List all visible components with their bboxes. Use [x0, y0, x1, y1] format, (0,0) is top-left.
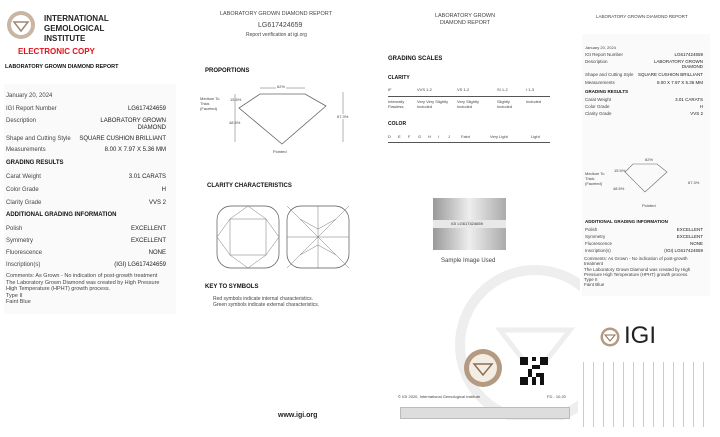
- color-grade: H: [428, 134, 431, 139]
- girdle-label: Medium To Thick (Faceted): [200, 96, 220, 111]
- field-row: [585, 104, 703, 109]
- institute-line: GEMOLOGICAL: [44, 24, 105, 33]
- field-row: [585, 59, 703, 69]
- color-grade: E: [398, 134, 401, 139]
- clarity-plot-crown: [216, 205, 280, 269]
- field-row: [6, 200, 166, 207]
- field-row: [585, 234, 703, 239]
- field-value: EXCELLENT: [676, 227, 703, 232]
- right-comment: Faint Blue: [584, 282, 605, 288]
- field-row: [6, 226, 166, 233]
- field-row: [585, 248, 703, 253]
- field-value: 8.00 X 7.97 X 5.36 MM: [656, 80, 703, 85]
- key-to-symbols-title: KEY TO SYMBOLS: [205, 284, 259, 290]
- right-grading-results-title: GRADING RESULTS: [585, 89, 629, 94]
- clarity-description: Very Very Slightly Included: [417, 99, 449, 109]
- color-grade: D: [388, 134, 391, 139]
- right-pavilion: 48.5%: [613, 186, 625, 191]
- middle-title: LABORATORY GROWN DIAMOND REPORT: [220, 11, 332, 17]
- key-line: Green symbols indicate external characteristics.: [213, 302, 320, 308]
- electronic-copy-label: ELECTRONIC COPY: [18, 47, 95, 56]
- field-label: Measurements: [6, 147, 46, 153]
- field-value: 3.01 CARATS: [128, 174, 166, 180]
- right-comment: Comments: As Grown - No indication of post-growth treatment: [584, 256, 688, 267]
- field-label: Polish: [6, 226, 23, 232]
- right-additional-title: ADDITIONAL GRADING INFORMATION: [585, 219, 668, 224]
- field-label: Clarity Grade: [6, 200, 42, 206]
- field-value: VVS 2: [690, 111, 703, 116]
- field-label: Description: [585, 59, 608, 64]
- grading-results-title: GRADING RESULTS: [6, 160, 64, 166]
- right-depth: 67.3%: [688, 180, 700, 185]
- clarity-characteristics-title: CLARITY CHARACTERISTICS: [207, 183, 292, 189]
- right-comment: Type II: [584, 277, 598, 283]
- field-row: [585, 97, 703, 102]
- field-value: LG617424659: [127, 106, 166, 112]
- igi-logo-text: IGI: [624, 322, 657, 349]
- igi-logo-seal-icon: [600, 327, 620, 347]
- additional-title: ADDITIONAL GRADING INFORMATION: [6, 212, 117, 218]
- field-value: EXCELLENT: [130, 226, 166, 232]
- sample-image: [433, 198, 506, 250]
- comment-line: Comments: As Grown - No indication of post-growth treatment: [6, 273, 158, 279]
- comment-line: Type II: [6, 292, 23, 299]
- field-value: 3.01 CARATS: [675, 97, 703, 102]
- field-row: [6, 136, 166, 143]
- field-value: NONE: [148, 250, 166, 256]
- form-code: FD - 10.20: [547, 394, 566, 399]
- field-label: Polish: [585, 227, 598, 232]
- field-label: Fluorescence: [585, 241, 613, 246]
- field-label: IGI Report Number: [585, 52, 624, 57]
- field-row: [6, 174, 166, 181]
- clarity-plot-pavilion: [286, 205, 350, 269]
- sample-caption: Sample Image Used: [441, 258, 496, 264]
- report-date: January 20, 2024: [6, 93, 53, 99]
- color-description: Very Light: [490, 134, 508, 139]
- comment-line: The Laboratory Grown Diamond was created by High Pressure High Temperature (HPHT) growth process.: [6, 279, 160, 292]
- field-label: Symmetry: [585, 234, 606, 239]
- third-title-line: DIAMOND REPORT: [439, 20, 491, 26]
- field-value: EXCELLENT: [676, 234, 703, 239]
- field-value: LG617424659: [674, 52, 703, 57]
- field-value: (IGI) LG617424659: [114, 262, 166, 268]
- field-row: [6, 262, 166, 269]
- field-row: [6, 250, 166, 257]
- clarity-grade: VS 1-2: [457, 87, 470, 92]
- field-value: LABORATORY GROWN DIAMOND: [100, 118, 166, 131]
- field-row: [585, 241, 703, 246]
- field-row: [585, 52, 703, 57]
- field-row: [6, 147, 166, 154]
- color-grade: I: [438, 134, 440, 139]
- color-grade: F: [408, 134, 411, 139]
- right-comment: The Laboratory Grown Diamond was created by High Pressure High Temperature (HPHT) growth process.: [584, 266, 691, 277]
- field-row: [6, 118, 166, 132]
- field-label: Clarity Grade: [585, 111, 612, 116]
- proportions-title: PROPORTIONS: [205, 68, 250, 74]
- crown-percent: 15.5%: [230, 97, 242, 102]
- field-row: [585, 227, 703, 232]
- field-label: Shape and Cutting Style: [6, 136, 71, 142]
- depth-percent: 67.3%: [337, 114, 349, 119]
- field-value: SQUARE CUSHION BRILLIANT: [79, 136, 166, 142]
- third-title-line: LABORATORY GROWN: [434, 13, 496, 19]
- field-label: Shape and Cutting Style: [585, 72, 634, 77]
- field-label: Symmetry: [6, 238, 33, 244]
- field-label: Fluorescence: [6, 250, 43, 256]
- key-line: Red symbols indicate internal characteristics.: [213, 296, 314, 302]
- right-girdle: Medium To Thick (Faceted): [585, 171, 605, 186]
- igi-seal-icon: [6, 10, 36, 40]
- comment-line: Faint Blue: [6, 299, 31, 305]
- field-value: LABORATORY GROWN DIAMOND: [653, 59, 703, 70]
- clarity-grade: I 1-3: [526, 87, 535, 92]
- field-row: [6, 187, 166, 194]
- right-title: LABORATORY GROWN DIAMOND REPORT: [596, 14, 688, 19]
- color-grade: J: [448, 134, 450, 139]
- culet-label: Pointed: [273, 149, 287, 154]
- field-label: Color Grade: [6, 187, 39, 193]
- clarity-description: Very Slightly Included: [457, 99, 480, 109]
- color-grade: G: [418, 134, 422, 139]
- copyright: © IGI 2020, International Gemological Institute: [398, 394, 481, 399]
- field-row: [6, 106, 166, 113]
- clarity-grade: IF: [388, 87, 392, 92]
- field-label: Color Grade: [585, 104, 610, 109]
- field-row: [585, 72, 703, 77]
- verification-text: Report verification at igi.org: [246, 32, 307, 38]
- color-description: Light: [531, 134, 540, 139]
- clarity-description: Included: [526, 99, 542, 104]
- color-description: Faint: [461, 134, 470, 139]
- field-label: Carat Weight: [585, 97, 612, 102]
- field-value: EXCELLENT: [130, 238, 166, 244]
- field-row: [6, 238, 166, 245]
- report-title: LABORATORY GROWN DIAMOND REPORT: [5, 64, 119, 70]
- right-proportions-diagram: [615, 160, 685, 200]
- field-label: Description: [6, 118, 37, 124]
- right-crown: 15.5%: [614, 168, 626, 173]
- middle-report-number: LG617424659: [258, 22, 303, 29]
- field-value: SQUARE CUSHION BRILLIANT: [637, 72, 703, 77]
- field-value: H: [699, 104, 703, 109]
- clarity-description: Internally Flawless: [388, 99, 405, 109]
- right-table: 62%: [645, 157, 654, 162]
- security-strip: [400, 407, 570, 419]
- table-percent: 62%: [277, 84, 286, 89]
- field-value: 8.00 X 7.97 X 5.36 MM: [104, 147, 166, 153]
- clarity-grade: VVS 1-2: [417, 87, 432, 92]
- field-value: VVS 2: [148, 200, 166, 206]
- field-value: NONE: [689, 241, 703, 246]
- institute-line: INTERNATIONAL: [44, 14, 109, 23]
- field-label: Measurements: [585, 80, 615, 85]
- clarity-description: Slightly Included: [497, 99, 513, 109]
- grading-scales-title: GRADING SCALES: [388, 56, 443, 62]
- field-label: Carat Weight: [6, 174, 41, 180]
- proportions-diagram: [200, 80, 380, 160]
- right-date: January 20, 2024: [585, 45, 616, 50]
- field-row: [585, 111, 703, 116]
- field-label: Inscription(s): [6, 262, 41, 268]
- rotated-summary: [578, 362, 713, 427]
- field-value: H: [161, 187, 166, 193]
- field-row: [585, 80, 703, 85]
- sample-inscription: IGI LG617424659: [451, 221, 483, 226]
- clarity-grade: SI 1-2: [497, 87, 508, 92]
- institute-line: INSTITUTE: [44, 34, 86, 43]
- clarity-scale-title: CLARITY: [388, 75, 410, 81]
- field-label: IGI Report Number: [6, 106, 57, 112]
- field-value: (IGI) LG617424659: [664, 248, 703, 253]
- qr-code[interactable]: [520, 357, 548, 385]
- field-label: Inscription(s): [585, 248, 611, 253]
- igi-gold-seal-icon: [463, 348, 503, 388]
- right-culet: Pointed: [642, 203, 656, 208]
- color-scale-title: COLOR: [388, 121, 407, 127]
- pavilion-percent: 48.5%: [229, 120, 241, 125]
- website-link[interactable]: www.igi.org: [278, 412, 318, 419]
